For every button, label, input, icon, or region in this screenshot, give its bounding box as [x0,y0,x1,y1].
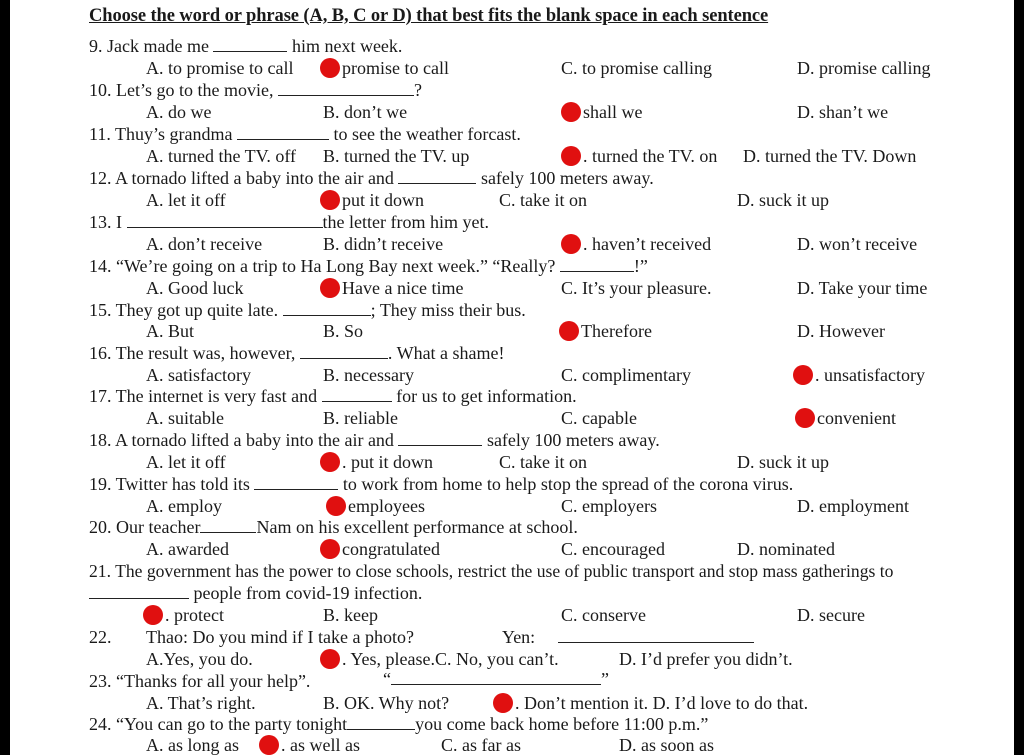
question-9: 9. Jack made me him next week. [89,36,403,56]
selected-mark-icon [561,146,581,166]
option-d: D. won’t receive [797,234,918,254]
option-d: D. secure [797,605,865,625]
option-b: B. don’t we [323,102,408,122]
answer-blank [200,516,256,533]
question-23: 23. “Thanks for all your help”. [89,671,311,691]
option-d: convenient [795,407,896,429]
option-c: C. as far as [441,735,521,755]
option-a: A. That’s right. [146,693,256,713]
option-a: A. Good luck [146,278,244,298]
option-d: D. turned the TV. Down [743,146,917,166]
option-a: A. as long as [146,735,239,755]
option-b: . put it down [320,451,433,473]
option-c: C. take it on [499,190,587,210]
option-b: B. turned the TV. up [323,146,470,166]
option-d: D. as soon as [619,735,714,755]
selected-mark-icon [793,365,813,385]
option-a: A. turned the TV. off [146,146,296,166]
option-a: A. awarded [146,539,229,559]
selected-mark-icon [326,496,346,516]
answer-blank [89,582,189,599]
selected-mark-icon [561,102,581,122]
option-a: A.Yes, you do. [146,649,253,669]
answer-blank [213,35,287,52]
question-22-speaker: Yen: [502,626,754,648]
option-c: C. to promise calling [561,58,712,78]
question-16: 16. The result was, however, . What a shame! [89,343,505,363]
selected-mark-icon [561,234,581,254]
worksheet [10,0,1014,755]
question-22: 22. [89,627,112,647]
question-17: 17. The internet is very fast and for us to get information. [89,386,577,406]
option-c: C. It’s your pleasure. [561,278,712,298]
option-a: A. let it off [146,190,226,210]
option-d: D. suck it up [737,452,829,472]
answer-blank [322,385,392,402]
option-a: A. don’t receive [146,234,263,254]
question-20: 20. Our teacher Nam on his excellent performance at school. [89,517,578,537]
option-b: congratulated [320,538,440,560]
question-23-response: “ ” [383,669,609,689]
option-d: D. employment [797,496,909,516]
option-b: B. necessary [323,365,414,385]
option-b: . as well as [259,734,360,756]
option-a: A. suitable [146,408,224,428]
answer-blank [278,79,414,96]
answer-blank [254,473,338,490]
page-title: Choose the word or phrase (A, B, C or D) that best fits the blank space in each sentence [89,6,769,26]
option-a: A. satisfactory [146,365,251,385]
selected-mark-icon [143,605,163,625]
option-a: A. let it off [146,452,226,472]
option-b: employees [326,495,425,517]
left-edge-bar [0,0,10,755]
option-d: D. shan’t we [797,102,889,122]
question-22-dialogue: Thao: Do you mind if I take a photo? [146,627,414,647]
selected-mark-icon [320,58,340,78]
option-b: B. OK. Why not? [323,693,450,713]
question-19: 19. Twitter has told its to work from home to help stop the spread of the corona virus. [89,474,794,494]
option-d: D. suck it up [737,190,829,210]
answer-blank [560,255,634,272]
option-c: C. complimentary [561,365,691,385]
option-c: C. take it on [499,452,587,472]
option-c: . Don’t mention it. D. I’d love to do that. [493,692,808,714]
option-a: A. to promise to call [146,58,294,78]
selected-mark-icon [559,321,579,341]
selected-mark-icon [320,278,340,298]
question-12: 12. A tornado lifted a baby into the air and safely 100 meters away. [89,168,654,188]
selected-mark-icon [320,190,340,210]
option-c: C. conserve [561,605,646,625]
option-b: put it down [320,189,424,211]
answer-blank [391,668,601,685]
option-a: A. employ [146,496,222,516]
question-21: 21. The government has the power to close schools, restrict the use of public transport and stop mass gatherings to [89,561,894,581]
option-d: D. Take your time [797,278,928,298]
option-d: . unsatisfactory [793,364,925,386]
option-c: Therefore [559,320,652,342]
option-c: . turned the TV. on [561,145,717,167]
option-a: . protect [143,604,224,626]
selected-mark-icon [320,649,340,669]
question-18: 18. A tornado lifted a baby into the air and safely 100 meters away. [89,430,660,450]
answer-blank [300,342,388,359]
question-13: 13. I the letter from him yet. [89,212,489,232]
question-14: 14. “We’re going on a trip to Ha Long Bay next week.” “Really? !” [89,256,648,276]
option-c: C. employers [561,496,657,516]
question-24: 24. “You can go to the party tonight you come back home before 11:00 p.m.” [89,714,709,734]
option-b: promise to call [320,57,449,79]
answer-blank [237,123,329,140]
question-10: 10. Let’s go to the movie, ? [89,80,422,100]
right-edge-bar [1014,0,1024,755]
answer-blank [558,626,754,643]
option-d: D. I’d prefer you didn’t. [619,649,793,669]
option-c: . haven’t received [561,233,711,255]
answer-blank [127,211,323,228]
option-d: D. promise calling [797,58,931,78]
option-d: D. However [797,321,885,341]
option-b: B. keep [323,605,378,625]
answer-blank [398,167,476,184]
option-b: B. didn’t receive [323,234,444,254]
question-21-continued: people from covid-19 infection. [89,582,422,604]
option-c: C. encouraged [561,539,665,559]
answer-blank [283,299,371,316]
selected-mark-icon [320,539,340,559]
option-b: . Yes, please.C. No, you can’t. [320,648,559,670]
answer-blank [347,713,415,730]
option-d: D. nominated [737,539,835,559]
selected-mark-icon [493,693,513,713]
answer-blank [398,429,482,446]
option-a: A. do we [146,102,212,122]
option-c: C. capable [561,408,637,428]
option-b: B. reliable [323,408,398,428]
question-11: 11. Thuy’s grandma to see the weather forcast. [89,124,521,144]
question-15: 15. They got up quite late. ; They miss their bus. [89,300,526,320]
selected-mark-icon [320,452,340,472]
selected-mark-icon [795,408,815,428]
selected-mark-icon [259,735,279,755]
option-b: Have a nice time [320,277,463,299]
option-b: B. So [323,321,364,341]
option-a: A. But [146,321,195,341]
option-c: shall we [561,101,642,123]
